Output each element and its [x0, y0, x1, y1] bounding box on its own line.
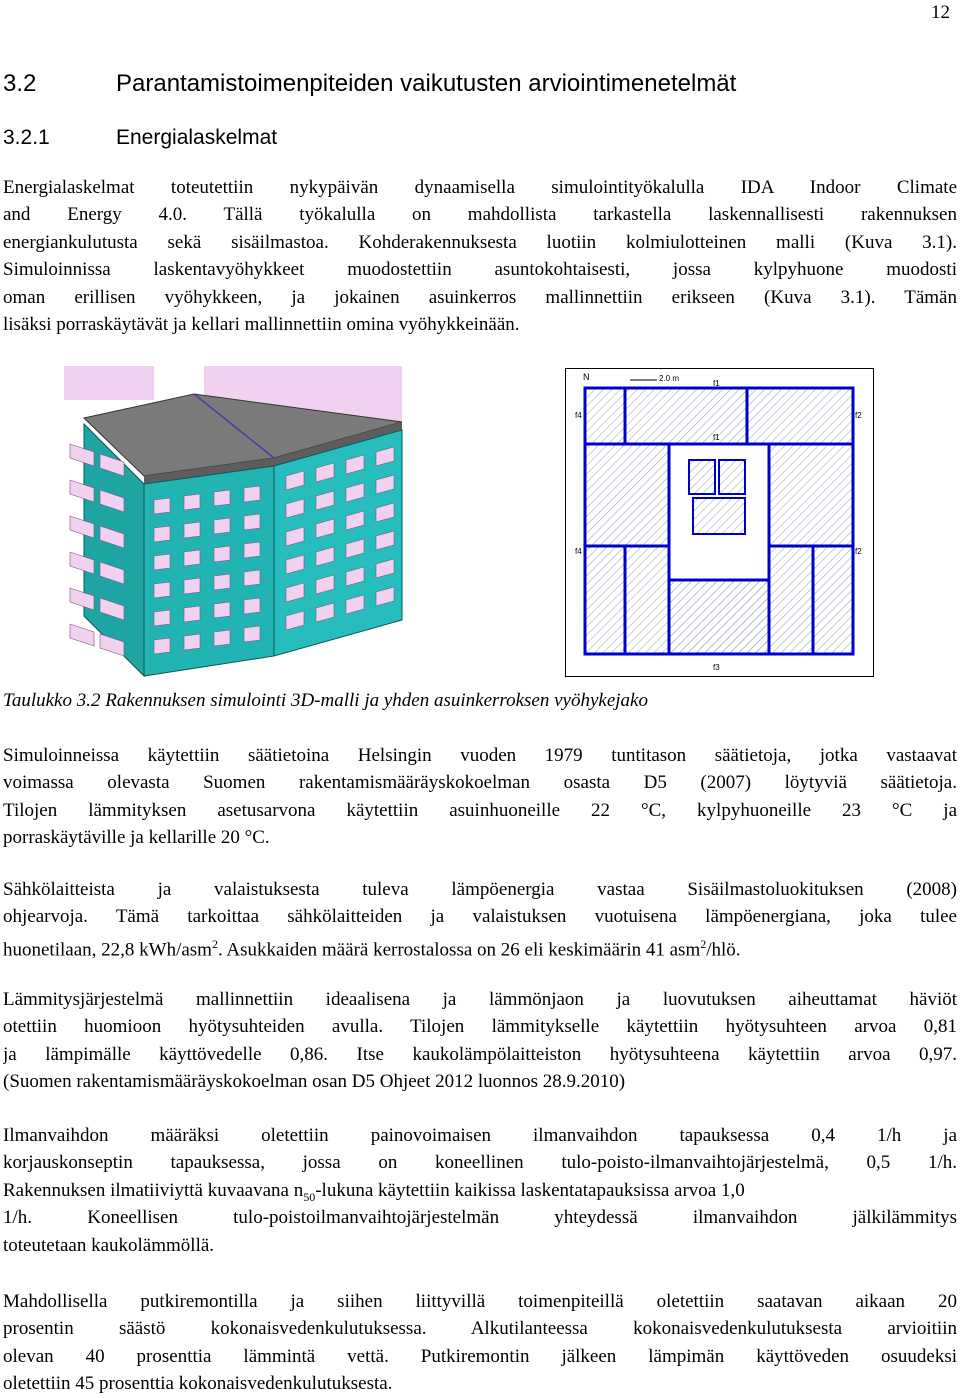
section-number: 3.2	[3, 70, 37, 97]
text-line: toteutetaan kaukolämmöllä.	[3, 1234, 215, 1256]
zone-label-f1-mid: f1	[713, 433, 720, 442]
text-line: porraskäytäville ja kellarille 20 °C.	[3, 827, 270, 849]
window-block	[244, 486, 260, 502]
subsection-title: Energialaskelmat	[116, 126, 278, 149]
paragraph-3	[3, 876, 957, 961]
window-block	[214, 602, 230, 618]
north-label: N	[583, 372, 590, 382]
paragraph-4	[3, 986, 957, 1096]
paragraph-2	[3, 742, 957, 852]
window-block	[244, 542, 260, 558]
text-line: and Energy 4.0. Tällä työkalulla on mahdollista tarkastella laskennallisesti rakennuksen	[3, 204, 957, 226]
window-block	[184, 634, 200, 650]
window-block	[184, 550, 200, 566]
text-line: olevan 40 prosenttia lämmintä vettä. Putkiremontin jälkeen lämpimän käyttöveden osuudeksi	[3, 1345, 957, 1367]
page-number: 12	[931, 2, 950, 23]
window-block	[154, 554, 170, 570]
subsection-number: 3.2.1	[3, 126, 50, 149]
text-line-with-superscripts: huonetilaan, 22,8 kWh/asm$^2$. Asukkaiden määrä kerrostalossa on 26 eli keskimäärin 41 asm$^2$/hlö.	[3, 936, 741, 961]
window-block	[154, 638, 170, 654]
window-block	[154, 498, 170, 514]
figure-caption: Taulukko 3.2 Rakennuksen simulointi 3D-malli ja yhden asuinkerroksen vyöhykejako	[3, 690, 648, 711]
zone-label-f2-top: f2	[855, 411, 862, 420]
text-line: voimassa olevasta Suomen rakentamismääräyskokoelman osasta D5 (2007) löytyviä säätietoja.	[3, 772, 957, 794]
text-line: korjauskonseptin tapauksessa, jossa on koneellinen tulo-poisto-ilmanvaihtojärjestelmä, 0,5 1/h.	[3, 1152, 957, 1174]
window-block	[184, 522, 200, 538]
zone-label-f1-top: f1	[713, 379, 720, 388]
text-line: otettiin huomioon hyötysuhteiden avulla. Tilojen lämmitykselle käytettiin hyötysuhteen arvoa 0,81	[3, 1016, 957, 1038]
text-line: energiankulutusta sekä sisäilmastoa. Kohderakennuksesta luotiin kolmiulotteinen malli (Kuva 3.1).	[3, 231, 957, 253]
text-line: Lämmitysjärjestelmä mallinnettiin ideaalisena ja lämmönjaon ja luovutuksen aiheuttamat häviöt	[3, 989, 957, 1010]
text-line: ohjearvoja. Tämä tarkoittaa sähkölaitteiden ja valaistuksen vuotuisena lämpöenergiana, joka tulee	[3, 906, 957, 928]
paragraph-1	[3, 174, 957, 338]
text-line: prosentin säästö kokonaisvedenkulutuksessa. Alkutilanteessa kokonaisvedenkulutuksesta arvioitiin	[3, 1318, 957, 1340]
text-line-with-subscript: Rakennuksen ilmatiiviyttä kuvaavana $n_{50}$-lukuna käytettiin kaikissa laskentatapauksissa arvoa 1,0	[3, 1179, 745, 1204]
zone-label-f4-top: f4	[575, 411, 582, 420]
text-line: Ilmanvaihdon määräksi oletettiin painovoimaisen ilmanvaihdon tapauksessa 0,4 1/h ja	[3, 1125, 957, 1146]
scale-label: 2.0 m	[659, 374, 680, 383]
window-block	[70, 624, 94, 646]
zone-label-f4-bottom: f4	[575, 547, 582, 556]
text-line: (Suomen rakentamismääräyskokoelman osan D5 Ohjeet 2012 luonnos 28.9.2010)	[3, 1071, 626, 1093]
text-line: Mahdollisella putkiremontilla ja siihen liittyvillä toimenpiteillä oletettiin saatavan aikaan 20	[3, 1291, 957, 1312]
text-line: oman erillisen vyöhykkeen, ja jokainen asuinkerros mallinnettiin erikseen (Kuva 3.1). Tämän	[3, 286, 957, 308]
text-line: oletettiin 45 prosenttia kokonaisvedenkulutuksesta.	[3, 1373, 393, 1395]
zone-label-f3: f3	[713, 663, 720, 672]
window-block	[244, 626, 260, 642]
window-block	[154, 526, 170, 542]
section-heading	[3, 70, 736, 98]
text-line: Simuloinnissa laskentavyöhykkeet muodostettiin asuntokohtaisesti, jossa kylpyhuone muodosti	[3, 259, 957, 281]
window-block	[214, 518, 230, 534]
window-block	[214, 546, 230, 562]
window-block	[214, 574, 230, 590]
text-line: Simuloinneissa käytettiin säätietoina Helsingin vuoden 1979 tuntitason säätietoja, jotka vastaavat	[3, 745, 957, 766]
subsection-heading	[3, 126, 277, 150]
building-3d-model	[64, 366, 404, 682]
text-line: ja lämpimälle käyttövedelle 0,86. Itse kaukolämpölaitteiston hyötysuhteena käytettiin arvoa 0,97.	[3, 1043, 957, 1065]
paragraph-5	[3, 1122, 957, 1259]
plan-drawing	[585, 380, 853, 654]
window-block	[214, 490, 230, 506]
window-block	[214, 630, 230, 646]
section-title: Parantamistoimenpiteiden vaikutusten arviointimenetelmät	[116, 70, 737, 97]
window-block	[154, 582, 170, 598]
window-block	[184, 606, 200, 622]
text-line: 1/h. Koneellisen tulo-poistoilmanvaihtojärjestelmän yhteydessä ilmanvaihdon jälkilämmitys	[3, 1207, 957, 1229]
window-block	[244, 570, 260, 586]
text-line: lisäksi porraskäytävät ja kellari mallinnettiin omina vyöhykkeinään.	[3, 313, 520, 335]
window-block	[154, 610, 170, 626]
floor-plan	[565, 368, 875, 678]
paragraph-6	[3, 1288, 957, 1398]
window-block	[184, 578, 200, 594]
window-block	[184, 494, 200, 510]
text-line: Energialaskelmat toteutettiin nykypäivän dynaamisella simulointityökalulla IDA Indoor Climate	[3, 177, 957, 198]
window-block	[244, 598, 260, 614]
zone-label-f2-bottom: f2	[855, 547, 862, 556]
text-line: Tilojen lämmityksen asetusarvona käytettiin asuinhuoneille 22 °C, kylpyhuoneille 23 °C ja	[3, 799, 957, 821]
window-block	[244, 514, 260, 530]
text-line: Sähkölaitteista ja valaistuksesta tuleva lämpöenergia vastaa Sisäilmastoluokituksen (2008)	[3, 879, 957, 900]
